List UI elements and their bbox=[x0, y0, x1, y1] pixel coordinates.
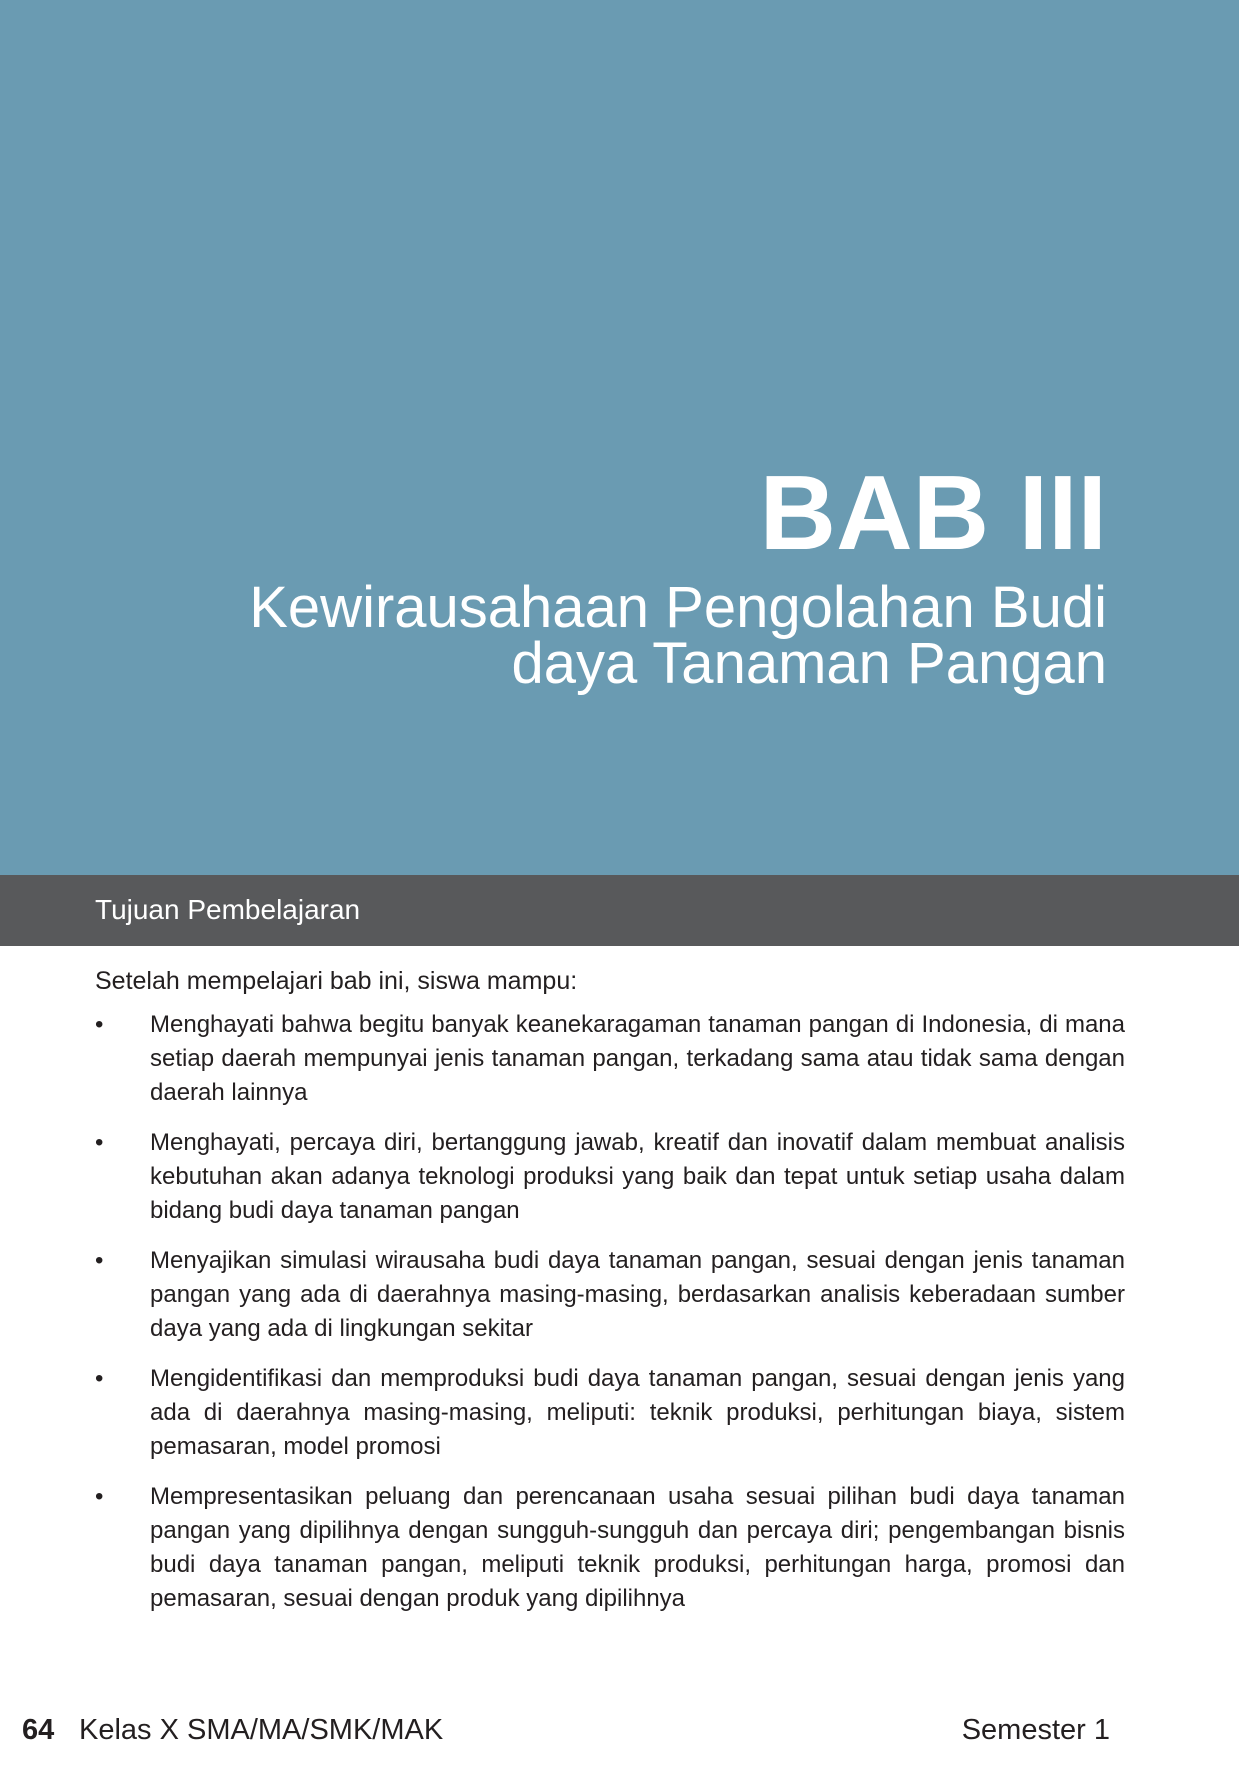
bullet-icon: • bbox=[95, 1365, 104, 1392]
learning-objectives-banner bbox=[0, 875, 1239, 946]
objective-text: Menghayati, percaya diri, bertanggung jawab, kreatif dan inovatif dalam membuat analisis kebutuhan akan adanya teknologi produksi yang baik dan tepat untuk setiap usaha dalam bidang budi daya tanaman pangan bbox=[150, 1129, 1125, 1224]
page-footer bbox=[22, 1710, 1110, 1750]
chapter-title-line-1: Kewirausahaan Pengolahan Budi bbox=[249, 575, 1107, 640]
bullet-icon: • bbox=[95, 1483, 104, 1510]
bullet-icon: • bbox=[95, 1247, 104, 1274]
objective-text: Mempresentasikan peluang dan perencanaan usaha sesuai pilihan budi daya tanaman pangan yang dipilihnya dengan sungguh-sungguh dan percaya diri; pengembangan bisnis budi daya tanaman pangan, meliputi teknik produksi, perhitungan harga, promosi dan pemasaran, sesuai dengan produk yang dipilihnya bbox=[150, 1483, 1125, 1612]
chapter-title-line-2: daya Tanaman Pangan bbox=[511, 631, 1107, 696]
chapter-title bbox=[107, 575, 1107, 696]
objective-item bbox=[95, 1126, 1125, 1228]
objectives-intro: Setelah mempelajari bab ini, siswa mampu: bbox=[95, 967, 578, 995]
page-number: 64 bbox=[22, 1714, 55, 1746]
chapter-header bbox=[0, 0, 1239, 875]
objective-item bbox=[95, 1480, 1125, 1616]
semester-label: Semester 1 bbox=[961, 1714, 1110, 1746]
objective-item bbox=[95, 1362, 1125, 1464]
learning-objectives-heading: Tujuan Pembelajaran bbox=[95, 894, 361, 925]
bullet-icon: • bbox=[95, 1011, 104, 1038]
objective-item bbox=[95, 1008, 1125, 1110]
objective-item bbox=[95, 1244, 1125, 1346]
objectives-list bbox=[95, 1008, 1125, 1616]
objective-text: Menghayati bahwa begitu banyak keanekaragaman tanaman pangan di Indonesia, di mana setiap daerah mempunyai jenis tanaman pangan, terkadang sama atau tidak sama dengan daerah lainnya bbox=[150, 1011, 1125, 1106]
learning-objectives-content bbox=[95, 964, 1125, 1632]
objective-text: Menyajikan simulasi wirausaha budi daya tanaman pangan, sesuai dengan jenis tanaman pangan yang ada di daerahnya masing-masing, berdasarkan analisis keberadaan sumber daya yang ada di lingkungan sekitar bbox=[150, 1247, 1125, 1342]
class-label: Kelas X SMA/MA/SMK/MAK bbox=[79, 1714, 444, 1746]
chapter-number: BAB III bbox=[759, 454, 1107, 572]
bullet-icon: • bbox=[95, 1129, 104, 1156]
objective-text: Mengidentifikasi dan memproduksi budi daya tanaman pangan, sesuai dengan jenis yang ada di daerahnya masing-masing, meliputi: teknik produksi, perhitungan biaya, sistem pemasaran, model promosi bbox=[150, 1365, 1125, 1460]
